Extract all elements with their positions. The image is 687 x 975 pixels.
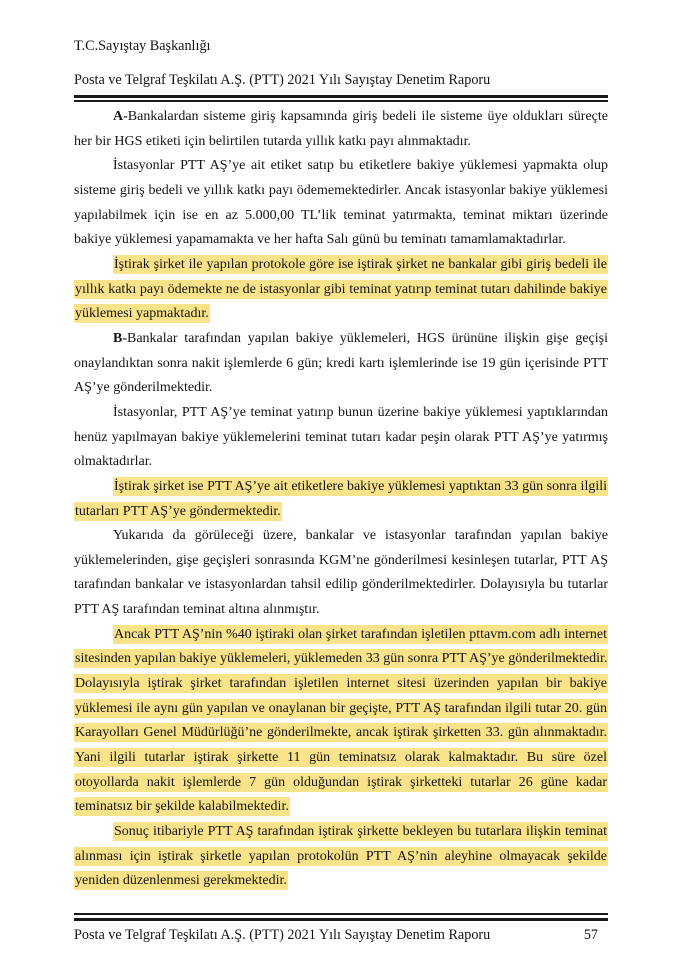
highlighted-paragraph [74, 253, 608, 327]
document-body [74, 105, 608, 894]
paragraph [74, 105, 608, 154]
paragraph [74, 524, 608, 623]
page-footer [74, 927, 608, 944]
highlighted-paragraph [74, 623, 608, 820]
highlighted-text-run: Sonuç itibariyle PTT AŞ tarafından iştirak şirkette bekleyen bu tutarlara ilişkin teminat alınması için iştirak şirketle yapılan protokolün PTT AŞ’nin aleyhine olmayacak şekilde yeniden düzenlenmesi gerekmektedir. [75, 824, 607, 889]
page-number: 57 [583, 927, 598, 943]
highlighted-paragraph [74, 475, 608, 524]
highlighted-paragraph [74, 820, 608, 894]
highlighted-text-run: İştirak şirket ise PTT AŞ’ye ait etiketlere bakiye yüklemesi yaptıktan 33 gün sonra ilgili tutarları PTT AŞ’ye göndermektedir. [75, 478, 607, 519]
paragraph [74, 401, 608, 475]
text-run: Bankalar tarafından yapılan bakiye yüklemeleri, HGS ürününe ilişkin gişe geçişi onaylandıktan sonra nakit işlemlerde 6 gün; kredi kartı işlemlerinde ise 19 gün içerisinde PTT AŞ’ye gönderilmektedir. [74, 330, 608, 396]
header-report-title: Posta ve Telgraf Teşkilatı A.Ş. (PTT) 2021 Yılı Sayıştay Denetim Raporu [74, 72, 491, 88]
header-rule [74, 95, 608, 102]
footer-report-title: Posta ve Telgraf Teşkilatı A.Ş. (PTT) 2021 Yılı Sayıştay Denetim Raporu [74, 927, 491, 943]
paragraph [74, 154, 608, 253]
text-run: Bankalardan sisteme giriş kapsamında giriş bedeli ile sisteme üye oldukları süreçte her bir HGS etiketi için belirtilen tutarda yıllık katkı payı alınmaktadır. [74, 109, 608, 149]
text-run: B- [113, 330, 127, 346]
header-institution: T.C.Sayıştay Başkanlığı [74, 38, 211, 54]
text-run: İstasyonlar, PTT AŞ’ye teminat yatırıp bunun üzerine bakiye yüklemesi yaptıklarından henüz yapılmayan bakiye yüklemelerini teminat tutarı kadar peşin olarak PTT AŞ’ye yatırmış olmaktadırlar. [74, 404, 608, 470]
footer-rule [74, 913, 608, 921]
paragraph [74, 327, 608, 401]
highlighted-text-run: Ancak PTT AŞ’nin %40 iştiraki olan şirket tarafından işletilen pttavm.com adlı internet sitesinden yapılan bakiye yüklemeleri, yüklemeden 33 gün sonra PTT AŞ’ye gönderilmektedir. Dolayısıyla iştirak şirket tarafından işletilen internet sitesi üzerinden yapılan bir bakiye yüklemesi ile aynı gün yapılan ve onaylanan bir geçişte, PTT AŞ tarafından ilgili tutar 20. gün Karayolları Genel Müdürlüğü’ne gönderilmekte, ancak iştirak şirketten 33. gün alınmaktadır. Yani ilgili tutarlar iştirak şirkette 11 gün teminatsız olarak kalmaktadır. Bu süre özel otoyollarda nakit işlemlerde 7 gün olduğundan iştirak şirketteki tutarlar 26 güne kadar teminatsız bir şekilde kalabilmektedir. [75, 626, 608, 815]
text-run: Yukarıda da görüleceği üzere, bankalar ve istasyonlar tarafından yapılan bakiye yüklemelerinden, gişe geçişleri sonrasında KGM’ne gönderilmesi kesinleşen tutarlar, PTT AŞ tarafından bankalar ve istasyonlardan tahsil edilip gönderilmektedirler. Dolayısıyla bu tutarlar PTT AŞ tarafından teminat altına alınmıştır. [74, 528, 608, 618]
highlighted-text-run: İştirak şirket ile yapılan protokole göre ise iştirak şirket ne bankalar gibi giriş bedeli ile yıllık katkı payı ödemekte ne de istasyonlar gibi teminat yatırıp teminat tutarı dahilinde bakiye yüklemesi yapmaktadır. [75, 256, 607, 322]
text-run: A- [113, 109, 128, 124]
text-run: İstasyonlar PTT AŞ’ye ait etiket satıp bu etiketlere bakiye yüklemesi yapmakta olup sisteme giriş bedeli ve yıllık katkı payı ödememektedirler. Ancak istasyonlar bakiye yüklemesi yapılabilmek için ise en az 5.000,00 TL’lik teminat yatırmakta, teminat miktarı üzerinde bakiye yüklemesi yapamamakta ve her hafta Salı günü bu teminatı tamamlamaktadırlar. [74, 158, 608, 248]
page-header [74, 38, 608, 89]
